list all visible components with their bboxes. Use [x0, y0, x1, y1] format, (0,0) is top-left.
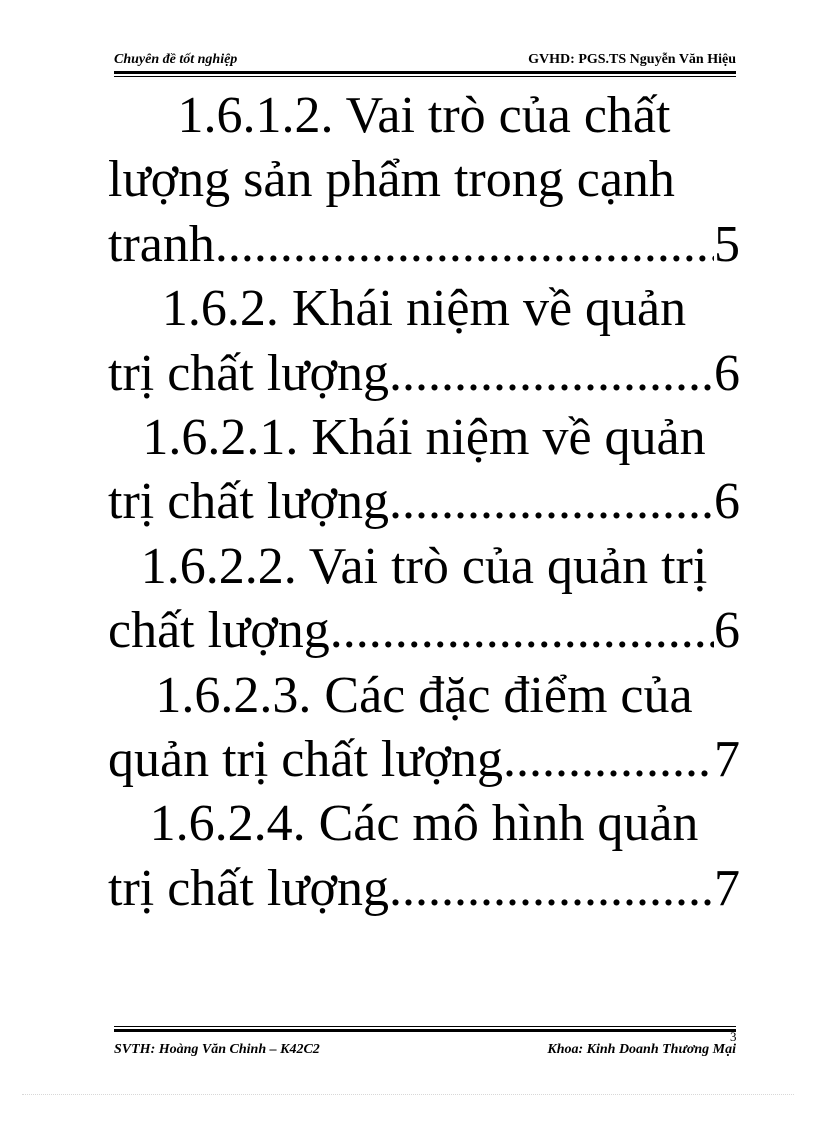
page-footer	[114, 1022, 736, 1062]
toc-page-number: 6	[714, 602, 740, 660]
toc-entry-leader-row	[108, 599, 740, 663]
toc-entry-title: 1.6.2.4. Các mô hình quản	[149, 795, 699, 853]
toc-entry-title: 1.6.1.2. Vai trò của chất	[177, 87, 671, 144]
toc-entry-title-cont: lượng sản phẩm trong cạnh	[108, 151, 675, 209]
dot-leader	[389, 857, 714, 921]
page-header	[114, 50, 736, 72]
dot-leader	[389, 470, 714, 534]
header-rule-thin	[114, 76, 736, 77]
toc-entry-text: quản trị chất lượng	[108, 731, 504, 789]
page-bottom-border	[22, 1094, 794, 1095]
footer-faculty: Khoa: Kinh Doanh Thương Mại	[547, 1042, 736, 1057]
toc-entry-leader-row	[108, 470, 740, 534]
dot-leader	[389, 342, 714, 406]
toc-entry	[108, 277, 740, 406]
toc-entry	[108, 535, 740, 664]
toc-entry-text: trị chất lượng	[108, 344, 389, 402]
toc-entry-leader-row	[108, 342, 740, 406]
toc-entry-leader-row	[108, 213, 740, 277]
toc-entry	[108, 664, 740, 793]
toc-entry	[108, 792, 740, 921]
toc-entry-text: trị chất lượng	[108, 473, 389, 531]
dot-leader	[215, 213, 714, 277]
toc-page-number: 7	[714, 859, 740, 917]
toc-entry-title: 1.6.2.2. Vai trò của quản trị	[140, 537, 708, 595]
toc-entry-leader-row	[108, 728, 740, 792]
toc-entry	[108, 406, 740, 535]
header-topic: Chuyên đề tốt nghiệp	[114, 52, 238, 67]
toc-page-number: 6	[714, 344, 740, 402]
footer-student: SVTH: Hoàng Văn Chinh – K42C2	[114, 1042, 320, 1057]
footer-rule-thin	[114, 1026, 736, 1027]
toc-page-number: 7	[714, 731, 740, 789]
toc-entry-title: 1.6.2.3. Các đặc điểm của	[155, 666, 693, 724]
toc-entry-text: tranh	[108, 215, 215, 273]
page-number: 3	[730, 1029, 737, 1044]
toc-entry-title: 1.6.2.1. Khái niệm về quản	[142, 409, 706, 467]
header-rule-thick	[114, 71, 736, 74]
header-advisor: GVHD: PGS.TS Nguyễn Văn Hiệu	[528, 52, 736, 67]
toc-entry-leader-row	[108, 857, 740, 921]
toc-entry-text: chất lượng	[108, 602, 330, 660]
toc-entry-text: trị chất lượng	[108, 859, 389, 917]
dot-leader	[330, 599, 714, 663]
toc-entry	[108, 84, 740, 277]
footer-rule-thick	[114, 1029, 736, 1032]
table-of-contents	[108, 84, 740, 921]
toc-entry-title: 1.6.2. Khái niệm về quản	[161, 280, 687, 338]
toc-page-number: 5	[714, 215, 740, 273]
dot-leader	[503, 728, 714, 792]
toc-page-number: 6	[714, 473, 740, 531]
